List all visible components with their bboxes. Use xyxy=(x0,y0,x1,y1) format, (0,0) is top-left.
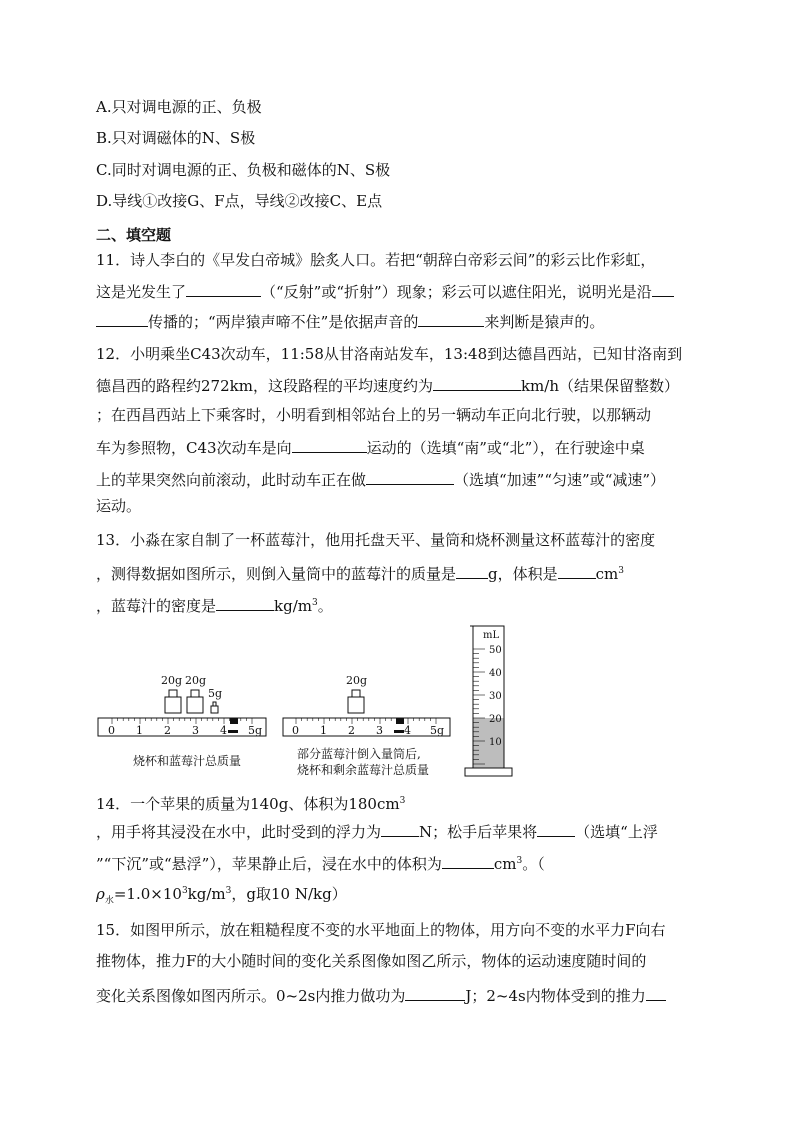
answer-blank[interactable] xyxy=(433,374,521,391)
scale-tick-label: 4 xyxy=(404,724,411,737)
balance-and-cylinder-figure xyxy=(90,622,530,782)
option-b: B.只对调磁体的N、S极 xyxy=(96,129,256,147)
answer-blank[interactable] xyxy=(558,562,596,579)
q12-line2: 德昌西的路程约272km，这段路程的平均速度约为 km/h（结果保留整数） xyxy=(96,374,679,396)
q11-line2: 这是光发生了 （“反射”或“折射”）现象；彩云可以遮住阳光，说明光是沿 xyxy=(96,280,674,302)
q13-line3: ，蓝莓汁的密度是 $kg/m^3$。 xyxy=(96,594,333,616)
cylinder-unit: mL xyxy=(483,630,500,641)
answer-blank[interactable] xyxy=(442,852,494,869)
scale-tick-label: 2 xyxy=(164,724,171,737)
svg-text:50: 50 xyxy=(489,645,502,656)
option-d: D.导线①改接G、F点，导线②改接C、E点 xyxy=(96,192,383,210)
scale-tick-label: 1 xyxy=(136,724,143,737)
answer-blank[interactable] xyxy=(216,594,274,611)
answer-blank[interactable] xyxy=(537,820,575,837)
q11-line1: 11．诗人李白的《早发白帝城》脍炙人口。若把“朝辞白帝彩云间”的彩云比作彩虹， xyxy=(96,251,656,269)
svg-text:20g: 20g xyxy=(161,674,183,687)
answer-blank[interactable] xyxy=(186,280,261,297)
rider-2 xyxy=(396,718,404,724)
weight-20g-icon xyxy=(346,674,367,713)
answer-blank[interactable] xyxy=(456,562,488,579)
q14-line3: ”“下沉”或“悬浮”），苹果静止后，浸在水中的体积为 $cm^3$。（ xyxy=(96,852,545,874)
q12-line6: 运动。 xyxy=(96,497,142,515)
svg-text:10: 10 xyxy=(489,737,502,748)
q12-line5: 上的苹果突然向前滚动，此时动车正在做 （选填“加速”“匀速”或“减速”） xyxy=(96,468,665,490)
q14-line4: $\rho_水=1.0\times 10^3kg/m^3$，g取10 N/kg） xyxy=(96,885,347,906)
scale-tick-label: 2 xyxy=(348,724,355,737)
balance-scale-1 xyxy=(98,674,266,768)
answer-blank[interactable] xyxy=(646,984,666,1001)
weight-20g-icon xyxy=(185,674,206,713)
answer-blank-cont xyxy=(96,310,148,327)
answer-blank[interactable] xyxy=(366,468,454,485)
q15-line3: 变化关系图像如图丙所示。0~2s内推力做功为 J；2~4s内物体受到的推力 xyxy=(96,984,666,1006)
q12-line3: ；在西昌西站上下乘客时，小明看到相邻站台上的另一辆动车正向北行驶，以那辆动 xyxy=(96,406,652,424)
scale-tick-label: 5g xyxy=(248,724,263,737)
caption-2-line2: 烧杯和剩余蓝莓汁总质量 xyxy=(297,763,430,777)
weight-20g-icon xyxy=(161,674,182,713)
weight-5g-icon xyxy=(208,687,222,713)
scale-tick-label: 3 xyxy=(192,724,199,737)
q12-line4: 车为参照物，C43次动车是向 运动的（选填“南”或“北”），在行驶途中桌 xyxy=(96,436,645,458)
caption-1: 烧杯和蓝莓汁总质量 xyxy=(133,754,242,768)
q12-line1: 12．小明乘坐C43次动车，11:58从甘洛南站发车，13:48到达德昌西站，已知甘洛南到 xyxy=(96,345,683,363)
svg-text:20g: 20g xyxy=(346,674,368,687)
q14-line2: ，用手将其浸没在水中，此时受到的浮力为 N；松手后苹果将 （选填“上浮 xyxy=(96,820,658,842)
q13-line2: ，测得数据如图所示，则倒入量筒中的蓝莓汁的质量是 g，体积是 $cm^3$ xyxy=(96,562,624,584)
answer-blank[interactable] xyxy=(381,820,419,837)
q11-line3: 传播的；“两岸猿声啼不住”是依据声音的 来判断是猿声的。 xyxy=(96,310,604,332)
rider-1 xyxy=(230,718,238,724)
scale-tick-label: 0 xyxy=(108,724,115,737)
scale-tick-label: 0 xyxy=(292,724,299,737)
q13-line1: 13．小淼在家自制了一杯蓝莓汁，他用托盘天平、量筒和烧杯测量这杯蓝莓汁的密度 xyxy=(96,531,656,549)
q15-line2: 推物体，推力F的大小随时间的变化关系图像如图乙所示，物体的运动速度随时间的 xyxy=(96,952,647,970)
scale-tick-label: 4 xyxy=(220,724,227,737)
svg-text:5g: 5g xyxy=(208,687,223,700)
option-c: C.同时对调电源的正、负极和磁体的N、S极 xyxy=(96,161,391,179)
svg-text:20g: 20g xyxy=(185,674,207,687)
answer-blank[interactable] xyxy=(405,984,465,1001)
answer-blank[interactable] xyxy=(292,436,367,453)
caption-2-line1: 部分蓝莓汁倒入量筒后, xyxy=(297,747,421,761)
svg-text:30: 30 xyxy=(489,691,502,702)
svg-text:40: 40 xyxy=(489,668,502,679)
q14-line1: 14．一个苹果的质量为140g、体积为$180cm^3$ xyxy=(96,795,406,813)
graduated-cylinder xyxy=(465,626,512,776)
scale-tick-label: 1 xyxy=(320,724,327,737)
answer-blank[interactable] xyxy=(418,310,484,327)
answer-blank[interactable] xyxy=(652,280,674,297)
q15-line1: 15．如图甲所示，放在粗糙程度不变的水平地面上的物体，用方向不变的水平力F向右 xyxy=(96,921,666,939)
section-title: 二、填空题 xyxy=(96,226,172,244)
scale-tick-label: 3 xyxy=(376,724,383,737)
balance-scale-2 xyxy=(283,674,450,777)
svg-text:20: 20 xyxy=(489,714,502,725)
option-a: A.只对调电源的正、负极 xyxy=(96,98,262,116)
scale-tick-label: 5g xyxy=(430,724,445,737)
